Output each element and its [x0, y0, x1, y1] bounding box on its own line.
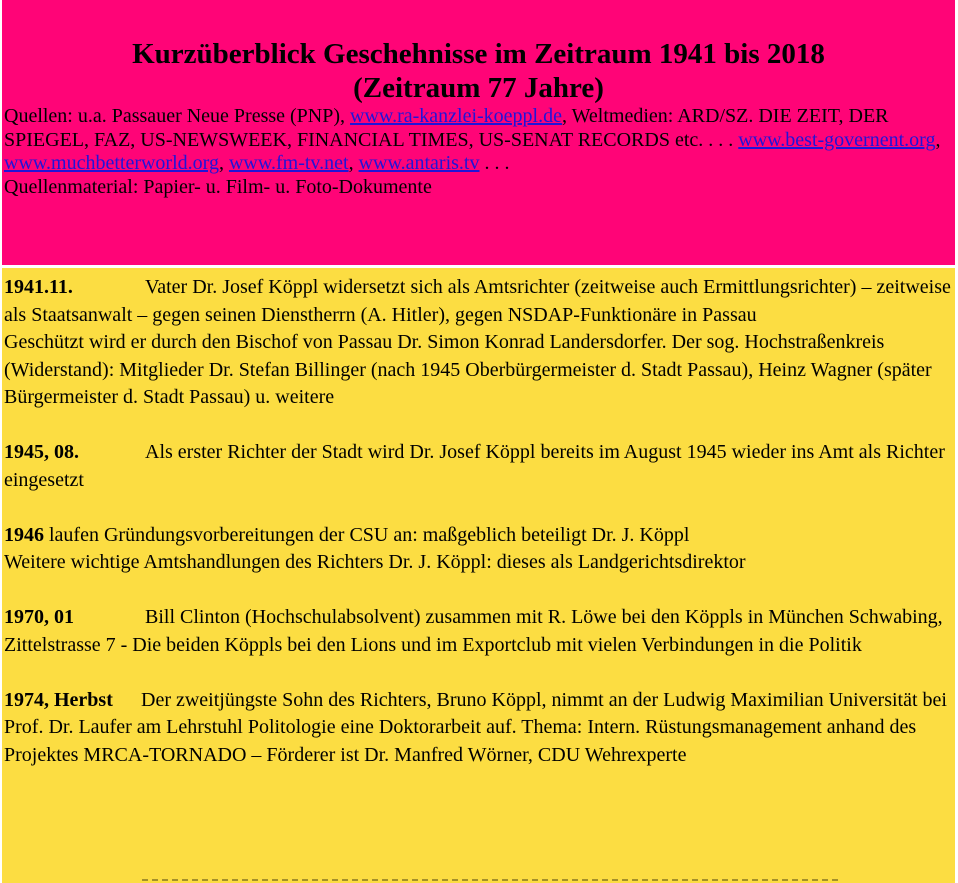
entry-date: 1945, 08.: [4, 441, 79, 463]
link-best-governent[interactable]: www.best-governent.org: [738, 128, 936, 151]
sources-suffix: . . .: [479, 152, 510, 174]
timeline-section: [2, 268, 955, 883]
sources-paragraph: [2, 105, 955, 199]
timeline-entry: [4, 687, 955, 770]
entry-text: Vater Dr. Josef Köppl widersetzt sich als Amtsrichter (zeitweise auch Ermittlungsrichter) – zeitweise als Staatsanwalt – gegen seinen Dienstherrn (A. Hitler), gegen NSDAP-Funktionäre in Passau: [4, 276, 951, 326]
header-section: [2, 0, 955, 265]
source-material: Quellenmaterial: Papier- u. Film- u. Foto-Dokumente: [4, 175, 432, 198]
entry-text-continued: Geschützt wird er durch den Bischof von Passau Dr. Simon Konrad Landersdorfer. Der sog. Hochstraßenkreis (Widerstand): Mitglieder Dr. Stefan Billinger (nach 1945 Oberbürgermeister d. Stadt Passau), Heinz Wagner (später Bürgermeister d. Stadt Passau) u. weitere: [4, 331, 932, 408]
timeline-entry: [4, 274, 955, 412]
timeline-entry: [4, 522, 955, 577]
sources-prefix: Quellen: u.a. Passauer Neue Presse (PNP),: [4, 105, 351, 127]
link-muchbetterworld[interactable]: www.muchbetterworld.org: [4, 152, 219, 174]
separator: ,: [218, 152, 229, 174]
timeline-entry: [4, 439, 955, 494]
cut-off-text-row: [2, 872, 955, 883]
entry-text: Bill Clinton (Hochschulabsolvent) zusammen mit R. Löwe bei den Köppls in München Schwabing, Zittelstrasse 7 - Die beiden Köppls bei den Lions und im Exportclub mit vielen Verbindungen in die Politik: [4, 606, 943, 656]
separator: ,: [935, 128, 941, 151]
entry-text: laufen Gründungsvorbereitungen der CSU an: maßgeblich beteiligt Dr. J. Köppl: [44, 523, 690, 546]
entry-text: Als erster Richter der Stadt wird Dr. Josef Köppl bereits im August 1945 wieder ins Amt als Richter eingesetzt: [4, 441, 945, 491]
entry-date: 1941.11.: [4, 276, 73, 298]
entry-date: 1946: [4, 523, 44, 546]
page-title: [2, 0, 955, 105]
link-fm-tv[interactable]: www.fm-tv.net: [228, 152, 349, 174]
timeline-entry: [4, 604, 955, 659]
cut-off-text-fragment: [142, 879, 842, 881]
entry-text-continued: Weitere wichtige Amtshandlungen des Richters Dr. J. Köppl: dieses als Landgerichtsdirektor: [4, 551, 746, 573]
separator: ,: [348, 152, 359, 174]
link-antaris[interactable]: www.antaris.tv: [358, 152, 480, 174]
title-line-1: Kurzüberblick Geschehnisse im Zeitraum 1941 bis 2018: [132, 38, 825, 70]
entry-date: 1974, Herbst: [4, 688, 113, 711]
sources-middle: , Weltmedien: ARD/SZ. DIE ZEIT, DER SPIEGEL, FAZ, US-NEWSWEEK, FINANCIAL TIMES, US-SENAT RECORDS etc. . . .: [4, 105, 889, 151]
entry-text: Der zweitjüngste Sohn des Richters, Bruno Köppl, nimmt an der Ludwig Maximilian Universität bei Prof. Dr. Laufer am Lehrstuhl Politologie eine Doktorarbeit auf. Thema: Intern. Rüstungsmanagement anhand des Projektes MRCA-TORNADO – Förderer ist Dr. Manfred Wörner, CDU Wehrexperte: [4, 688, 947, 766]
entry-date: 1970, 01: [4, 606, 74, 628]
link-ra-kanzlei[interactable]: www.ra-kanzlei-koeppl.de: [350, 105, 562, 127]
title-line-2: (Zeitraum 77 Jahre): [353, 72, 604, 104]
